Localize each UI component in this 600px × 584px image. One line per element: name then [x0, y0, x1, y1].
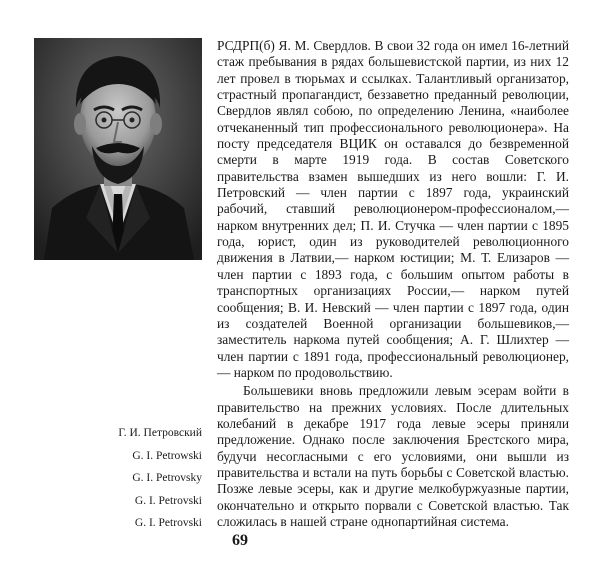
caption-french: G. I. Petrovski — [134, 494, 202, 507]
caption-spanish: G. I. Petrovski — [134, 517, 202, 529]
portrait-photo — [34, 38, 202, 260]
page-number: 69 — [232, 532, 248, 549]
paragraph-2: Большевики вновь предложили левым эсерам войти в правительство на прежних условиях. После длительных колебаний в декабре 1917 года левые эсеры приняли предложение. Однако после заключения Брестского мира, будучи несогласными с его условиями, они вышли из правительства и встали на путь борьбы с Советской властью. Позже левые эсеры, как и другие мелкобуржуазные партии, окончательно и открыто порвали с Советской властью. Так сложилась в нашей стране однопартийная система. — [217, 383, 569, 529]
caption-russian: Г. И. Петровский — [118, 427, 202, 439]
caption-english: G. I. Petrovsky — [132, 472, 202, 484]
article-text — [217, 38, 569, 530]
caption-german: G. I. Petrowski — [132, 449, 202, 462]
portrait-captions — [40, 422, 202, 535]
paragraph-1: РСДРП(б) Я. М. Свердлов. В свои 32 года он имел 16-летний стаж пребывания в рядах большевистской партии, из них 12 лет провел в тюрьмах и ссылках. Талантливый организатор, страстный пропагандист, беззаветно преданный революции, Свердлов являл собою, по определению Ленина, «наиболее отчеканенный тип профессионального революционера». На посту председателя ВЦИК он оставался до безвременной смерти в марте 1919 года. В состав Советского правительства взамен вышедших из него вошли: Г. И. Петровский — член партии с 1897 года, украинский рабочий, ставший революционером-профессионалом,— нарком внутренних дел; П. И. Стучка — член партии с 1895 года, юрист, один из руководителей революционного движения в Латвии,— нарком юстиции; М. Т. Елизаров — член партии с 1893 года, с большим опытом работы в транспортных организациях России,— нарком путей сообщения; В. И. Невский — член партии с 1897 года, один из создателей Военной организации большевиков,— заместитель наркома путей сообщения; А. Г. Шлихтер — член партии с 1891 года, профессиональный революционер,— нарком по продовольствию. — [217, 38, 569, 380]
